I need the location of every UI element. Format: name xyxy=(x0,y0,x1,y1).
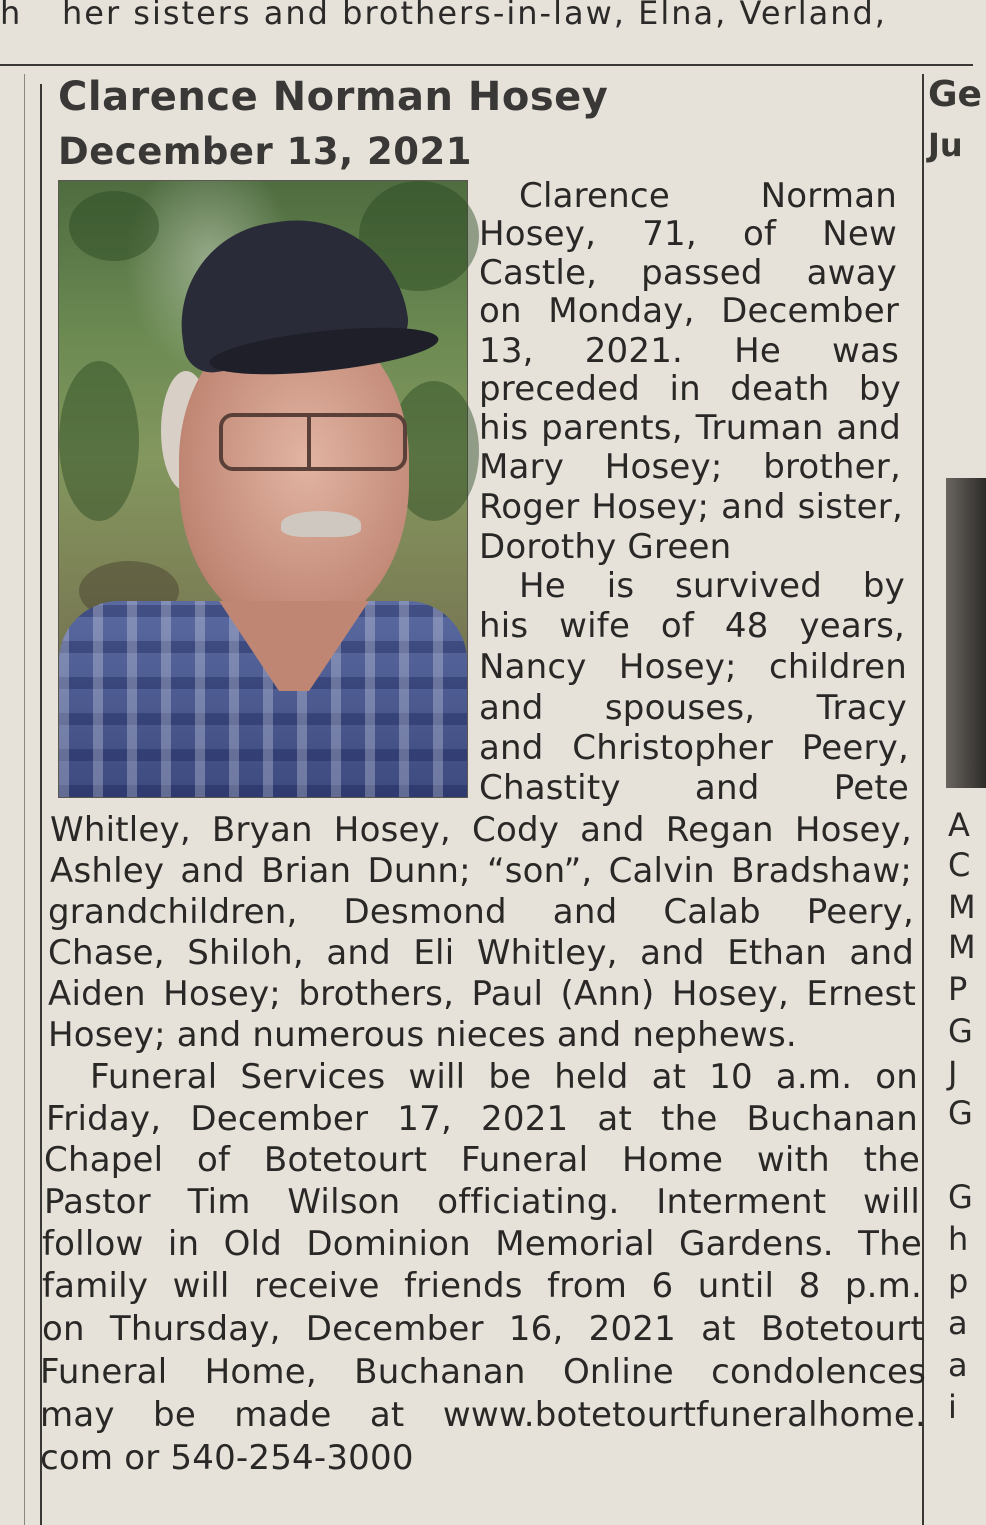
right-fragment: h xyxy=(948,1220,969,1258)
obituary-line: and Christopher Peery, xyxy=(479,728,909,768)
obituary-line: Aiden Hosey; brothers, Paul (Ann) Hosey, Ernest xyxy=(48,974,916,1014)
obituary-name: Clarence Norman Hosey xyxy=(58,74,609,120)
right-fragment: a xyxy=(948,1304,968,1342)
obituary-line: grandchildren, Desmond and Calab Peery, xyxy=(48,892,914,932)
obituary-line: Roger Hosey; and sister, xyxy=(479,487,903,527)
obituary-line: Nancy Hosey; children xyxy=(479,647,907,687)
obituary-line: Funeral Home, Buchanan Online condolences xyxy=(40,1352,926,1392)
obituary-line: He is survived by xyxy=(519,566,905,606)
right-heading-fragment: Ju xyxy=(928,126,963,164)
right-fragment: G xyxy=(948,1094,973,1132)
right-column-fragments xyxy=(926,0,982,1525)
obituary-line: 13, 2021. He was xyxy=(479,331,899,371)
obituary-line: Clarence Norman xyxy=(519,176,897,216)
right-fragment: G xyxy=(948,1012,973,1050)
obituary-line: Ashley and Brian Dunn; “son”, Calvin Bradshaw; xyxy=(50,851,912,891)
obituary-line: Chastity and Pete xyxy=(479,768,909,808)
obituary-line: on Monday, December xyxy=(479,291,899,331)
obituary-line: Castle, passed away xyxy=(479,253,897,293)
obituary-line: Chapel of Botetourt Funeral Home with the xyxy=(44,1140,920,1180)
obituary-line: family will receive friends from 6 until 8 p.m. xyxy=(42,1266,922,1306)
obituary-line: his parents, Truman and xyxy=(479,408,901,448)
portrait-photo xyxy=(58,180,468,798)
obituary-line: Funeral Services will be held at 10 a.m. on xyxy=(90,1057,918,1097)
obituary-date: December 13, 2021 xyxy=(58,130,473,173)
obituary-line: Whitley, Bryan Hosey, Cody and Regan Hosey, xyxy=(50,810,912,850)
right-fragment: J xyxy=(948,1054,958,1092)
obituary-line: Chase, Shiloh, and Eli Whitley, and Ethan and xyxy=(48,933,914,973)
previous-fragment: h xyxy=(0,0,23,32)
right-fragment: C xyxy=(948,846,971,884)
obituary-line: com or 540-254-3000 xyxy=(40,1438,414,1478)
right-heading-fragment: Ge xyxy=(928,74,982,115)
obituary-line: Pastor Tim Wilson officiating. Interment will xyxy=(44,1182,920,1222)
obituary-line: follow in Old Dominion Memorial Gardens. The xyxy=(42,1224,922,1264)
right-fragment: i xyxy=(948,1388,957,1426)
previous-line: her sisters and brothers-in-law, Elna, Verland, xyxy=(62,0,887,32)
right-fragment: P xyxy=(948,970,968,1008)
right-fragment: A xyxy=(948,806,970,844)
right-fragment: M xyxy=(948,928,976,966)
obituary-line: preceded in death by xyxy=(479,369,901,409)
obituary-line: Mary Hosey; brother, xyxy=(479,447,901,487)
column-rule-right xyxy=(922,74,924,1525)
obituary-line: may be made at www.botetourtfuneralhome. xyxy=(40,1395,926,1435)
obituary-line: and spouses, Tracy xyxy=(479,688,907,728)
column-edge xyxy=(24,74,25,1525)
obituary-line: Hosey; and numerous nieces and nephews. xyxy=(48,1015,797,1055)
obituary-line: his wife of 48 years, xyxy=(479,606,905,646)
obituary-line: Hosey, 71, of New xyxy=(479,214,897,254)
right-fragment: M xyxy=(948,888,976,926)
right-fragment: a xyxy=(948,1346,968,1384)
right-column-photo xyxy=(946,478,986,788)
obituary-line: on Thursday, December 16, 2021 at Botetourt xyxy=(42,1309,924,1349)
obituary-line: Dorothy Green xyxy=(479,527,732,567)
right-fragment: p xyxy=(948,1262,969,1300)
right-fragment: G xyxy=(948,1178,973,1216)
section-divider xyxy=(0,64,973,66)
obituary-line: Friday, December 17, 2021 at the Buchanan xyxy=(46,1099,918,1139)
